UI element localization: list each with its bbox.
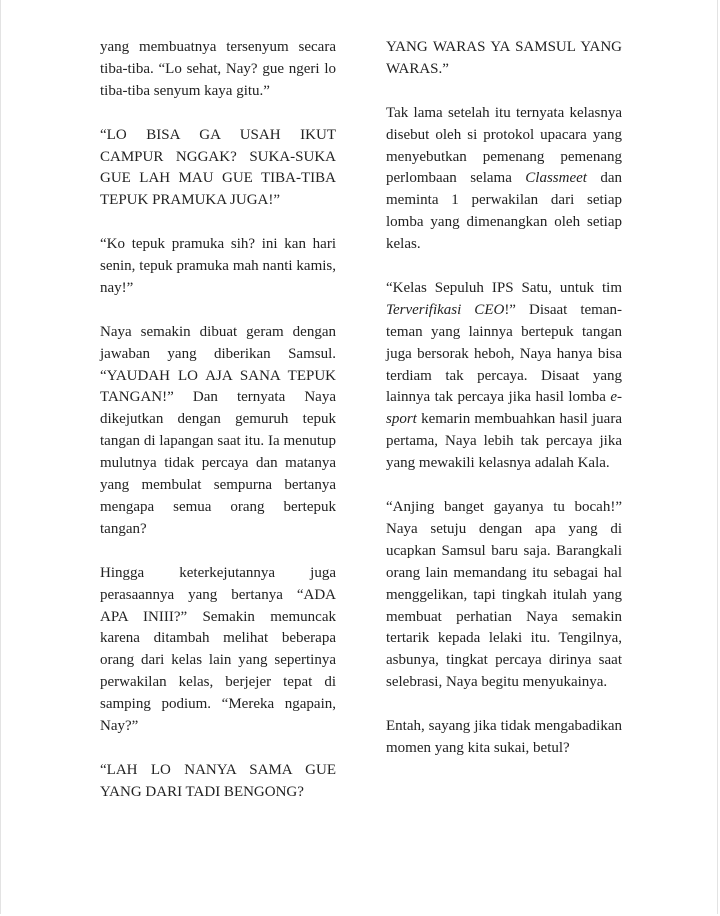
right-text-column	[386, 37, 622, 760]
paragraph: “Ko tepuk pramuka sih? ini kan hari senin, tepuk pramuka mah nanti kamis, nay!”	[100, 236, 336, 296]
paragraph: YANG WARAS YA SAMSUL YANG WARAS.”	[386, 39, 622, 77]
paragraph	[386, 278, 622, 475]
paragraph: Naya semakin dibuat geram dengan jawaban yang diberikan Samsul. “YAUDAH LO AJA SANA TEPUK TANGAN!” Dan ternyata Naya dikejutkan dengan gemuruh tepuk tangan di lapangan saat itu. Ia menutup mulutnya tidak percaya dan matanya yang membulat sempurna bertanya mengapa semua orang bertepuk tangan?	[100, 323, 336, 537]
paragraph	[386, 103, 622, 256]
text-run: dan meminta 1 perwakilan dari setiap lomba yang dimenangkan oleh setiap kelas.	[386, 170, 622, 253]
paragraph: Hingga keterkejutannya juga perasaannya yang bertanya “ADA APA INIII?” Semakin memuncak karena ditambah melihat beberapa orang dari kelas lain yang sepertinya perwakilan kelas, berjejer tepat di samping podium. “Mereka ngapain, Nay?”	[100, 564, 336, 735]
text-run: !” Disaat teman-teman yang lainnya bertepuk tangan juga bersorak heboh, Naya hanya bisa terdiam tak percaya. Disaat yang lainnya tak percaya jika hasil lomba	[386, 301, 622, 406]
left-text-column	[100, 37, 336, 804]
italic-term: Terverifikasi CEO	[386, 301, 505, 318]
paragraph: Entah, sayang jika tidak mengabadikan momen yang kita sukai, betul?	[386, 718, 622, 756]
text-run: Tak lama setelah itu ternyata kelasnya disebut oleh si protokol upacara yang menyebutkan pemenang pemenang perlombaan selama	[386, 104, 622, 187]
text-run: “Kelas Sepuluh IPS Satu, untuk tim	[386, 279, 622, 296]
paragraph: “Anjing banget gayanya tu bocah!” Naya setuju dengan apa yang di ucapkan Samsul baru saja. Barangkali orang lain memandang itu sebagai hal menggelikan, tapi tingkah itulah yang membuat perhatian Naya semakin tertarik kepada lelaki itu. Tengilnya, asbunya, tingkat percaya dirinya saat selebrasi, Naya begitu menyukainya.	[386, 498, 622, 691]
italic-term: e-sport	[386, 389, 622, 428]
paragraph: “LO BISA GA USAH IKUT CAMPUR NGGAK? SUKA-SUKA GUE LAH MAU GUE TIBA-TIBA TEPUK PRAMUKA JUGA!”	[100, 126, 336, 209]
text-run: kemarin membuahkan hasil juara pertama, Naya lebih tak percaya jika yang mewakili kelasnya adalah Kala.	[386, 411, 622, 472]
paragraph: “LAH LO NANYA SAMA GUE YANG DARI TADI BENGONG?	[100, 761, 336, 800]
italic-term: Classmeet	[525, 170, 587, 187]
paragraph: yang membuatnya tersenyum secara tiba-tiba. “Lo sehat, Nay? gue ngeri lo tiba-tiba senyum kaya gitu.”	[100, 39, 336, 99]
